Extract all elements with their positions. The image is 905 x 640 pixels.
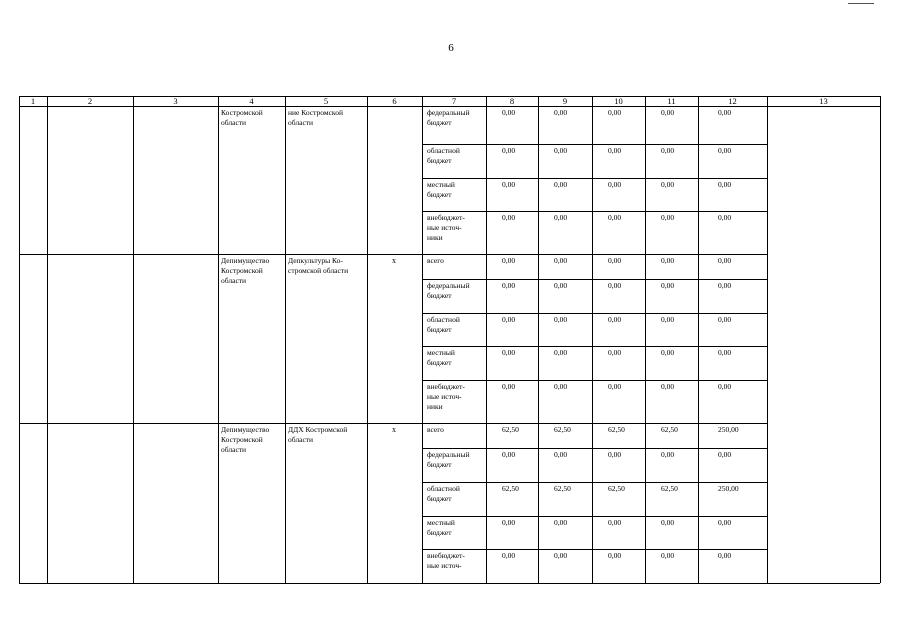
column-header-12: 12 bbox=[728, 96, 737, 106]
column-line-10 bbox=[645, 96, 646, 583]
column-header-10: 10 bbox=[614, 96, 623, 106]
row-separator bbox=[422, 178, 767, 179]
value-cell: 0,00 bbox=[608, 382, 622, 391]
source-label: всего bbox=[427, 256, 444, 265]
header-bottom-border bbox=[19, 106, 880, 107]
table-bottom-border bbox=[19, 583, 880, 584]
value-cell: 0,00 bbox=[502, 108, 516, 117]
column-header-2: 2 bbox=[87, 96, 93, 106]
value-cell: 0,00 bbox=[502, 281, 516, 290]
row-separator bbox=[422, 279, 767, 280]
value-cell: 0,00 bbox=[661, 551, 675, 560]
value-cell: 62,50 bbox=[502, 484, 519, 493]
column-header-4: 4 bbox=[249, 96, 254, 106]
value-cell: 0,00 bbox=[718, 146, 732, 155]
value-cell: 0,00 bbox=[718, 348, 732, 357]
source-label: федеральный бюджет bbox=[427, 281, 470, 300]
value-cell: 0,00 bbox=[661, 108, 675, 117]
executor-cell: Депимущество Костромской области bbox=[221, 256, 270, 285]
responsible-cell: ние Костромской области bbox=[288, 108, 343, 127]
value-cell: 0,00 bbox=[502, 146, 516, 155]
source-label: областной бюджет bbox=[427, 315, 460, 334]
value-cell: 0,00 bbox=[608, 518, 622, 527]
value-cell: 0,00 bbox=[718, 518, 732, 527]
value-cell: 0,00 bbox=[554, 281, 568, 290]
value-cell: 0,00 bbox=[608, 256, 622, 265]
column-line-1 bbox=[47, 96, 48, 583]
value-cell: 0,00 bbox=[718, 551, 732, 560]
value-cell: 0,00 bbox=[554, 256, 568, 265]
source-label: внебюджет- ные источ- ники bbox=[427, 213, 465, 242]
value-cell: 0,00 bbox=[661, 315, 675, 324]
table-top-border bbox=[19, 96, 880, 97]
column-line-3 bbox=[218, 96, 219, 583]
column-header-5: 5 bbox=[323, 96, 329, 106]
value-cell: 0,00 bbox=[608, 450, 622, 459]
column-line-7 bbox=[486, 96, 487, 583]
value-cell: 0,00 bbox=[554, 518, 568, 527]
value-cell: 0,00 bbox=[554, 382, 568, 391]
value-cell: 0,00 bbox=[661, 382, 675, 391]
value-cell: 0,00 bbox=[554, 450, 568, 459]
block-separator bbox=[19, 254, 767, 255]
value-cell: 0,00 bbox=[661, 256, 675, 265]
source-label: внебюджет- ные источ- ники bbox=[427, 382, 465, 411]
source-label: областной бюджет bbox=[427, 484, 460, 503]
value-cell: 0,00 bbox=[502, 551, 516, 560]
row-separator bbox=[422, 549, 767, 550]
value-cell: 62,50 bbox=[502, 425, 519, 434]
value-cell: 0,00 bbox=[502, 518, 516, 527]
responsible-cell: Депкультуры Ко- стромской области bbox=[288, 256, 349, 275]
column-header-11: 11 bbox=[667, 96, 676, 106]
value-cell: 0,00 bbox=[661, 146, 675, 155]
block-separator bbox=[19, 423, 767, 424]
value-cell: 0,00 bbox=[718, 382, 732, 391]
value-cell: 0,00 bbox=[502, 450, 516, 459]
value-cell: 0,00 bbox=[502, 256, 516, 265]
value-cell: 250,00 bbox=[718, 425, 739, 434]
column-line-13 bbox=[880, 96, 881, 583]
value-cell: 0,00 bbox=[554, 108, 568, 117]
row-separator bbox=[422, 144, 767, 145]
code-cell: х bbox=[392, 425, 396, 434]
column-header-3: 3 bbox=[173, 96, 178, 106]
value-cell: 0,00 bbox=[661, 281, 675, 290]
row-separator bbox=[422, 313, 767, 314]
column-line-9 bbox=[592, 96, 593, 583]
value-cell: 0,00 bbox=[608, 281, 622, 290]
column-line-6 bbox=[422, 96, 423, 583]
value-cell: 0,00 bbox=[718, 180, 732, 189]
value-cell: 0,00 bbox=[718, 213, 732, 222]
value-cell: 0,00 bbox=[554, 348, 568, 357]
responsible-cell: ДДХ Костромской области bbox=[288, 425, 348, 444]
column-header-9: 9 bbox=[562, 96, 568, 106]
value-cell: 0,00 bbox=[608, 108, 622, 117]
source-label: областной бюджет bbox=[427, 146, 460, 165]
source-label: местный бюджет bbox=[427, 518, 455, 537]
row-separator bbox=[422, 516, 767, 517]
value-cell: 0,00 bbox=[554, 315, 568, 324]
value-cell: 0,00 bbox=[718, 108, 732, 117]
row-separator bbox=[422, 211, 767, 212]
row-separator bbox=[422, 380, 767, 381]
value-cell: 0,00 bbox=[661, 213, 675, 222]
column-header-13: 13 bbox=[819, 96, 828, 106]
executor-cell: Костромской области bbox=[221, 108, 263, 127]
value-cell: 0,00 bbox=[502, 348, 516, 357]
value-cell: 0,00 bbox=[608, 551, 622, 560]
value-cell: 0,00 bbox=[661, 348, 675, 357]
value-cell: 0,00 bbox=[502, 213, 516, 222]
column-header-7: 7 bbox=[451, 96, 457, 106]
value-cell: 62,50 bbox=[554, 425, 571, 434]
value-cell: 0,00 bbox=[554, 146, 568, 155]
row-separator bbox=[422, 346, 767, 347]
column-header-8: 8 bbox=[509, 96, 515, 106]
value-cell: 62,50 bbox=[554, 484, 571, 493]
column-header-1: 1 bbox=[30, 96, 36, 106]
column-line-4 bbox=[285, 96, 286, 583]
row-separator bbox=[422, 448, 767, 449]
source-label: всего bbox=[427, 425, 444, 434]
executor-cell: Депимущество Костромской области bbox=[221, 425, 270, 454]
value-cell: 0,00 bbox=[608, 348, 622, 357]
value-cell: 0,00 bbox=[608, 315, 622, 324]
column-line-8 bbox=[538, 96, 539, 583]
source-label: местный бюджет bbox=[427, 180, 455, 199]
column-line-0 bbox=[19, 96, 20, 583]
column-line-5 bbox=[367, 96, 368, 583]
value-cell: 62,50 bbox=[608, 484, 625, 493]
value-cell: 0,00 bbox=[718, 256, 732, 265]
value-cell: 0,00 bbox=[502, 180, 516, 189]
page-number: 6 bbox=[448, 42, 454, 54]
value-cell: 0,00 bbox=[608, 213, 622, 222]
value-cell: 0,00 bbox=[661, 518, 675, 527]
value-cell: 0,00 bbox=[554, 213, 568, 222]
value-cell: 0,00 bbox=[608, 146, 622, 155]
code-cell: х bbox=[392, 256, 396, 265]
value-cell: 0,00 bbox=[661, 180, 675, 189]
column-line-11 bbox=[698, 96, 699, 583]
value-cell: 62,50 bbox=[661, 425, 678, 434]
value-cell: 0,00 bbox=[502, 315, 516, 324]
value-cell: 0,00 bbox=[608, 180, 622, 189]
value-cell: 0,00 bbox=[554, 180, 568, 189]
value-cell: 0,00 bbox=[718, 315, 732, 324]
value-cell: 0,00 bbox=[718, 450, 732, 459]
row-separator bbox=[422, 482, 767, 483]
value-cell: 0,00 bbox=[661, 450, 675, 459]
value-cell: 62,50 bbox=[608, 425, 625, 434]
value-cell: 250,00 bbox=[718, 484, 739, 493]
source-label: внебюджет- ные источ- bbox=[427, 551, 465, 570]
source-label: федеральный бюджет bbox=[427, 450, 470, 469]
source-label: местный бюджет bbox=[427, 348, 455, 367]
value-cell: 0,00 bbox=[554, 551, 568, 560]
source-label: федеральный бюджет bbox=[427, 108, 470, 127]
column-line-12 bbox=[767, 96, 768, 583]
column-line-2 bbox=[133, 96, 134, 583]
value-cell: 62,50 bbox=[661, 484, 678, 493]
value-cell: 0,00 bbox=[502, 382, 516, 391]
column-header-6: 6 bbox=[392, 96, 397, 106]
value-cell: 0,00 bbox=[718, 281, 732, 290]
